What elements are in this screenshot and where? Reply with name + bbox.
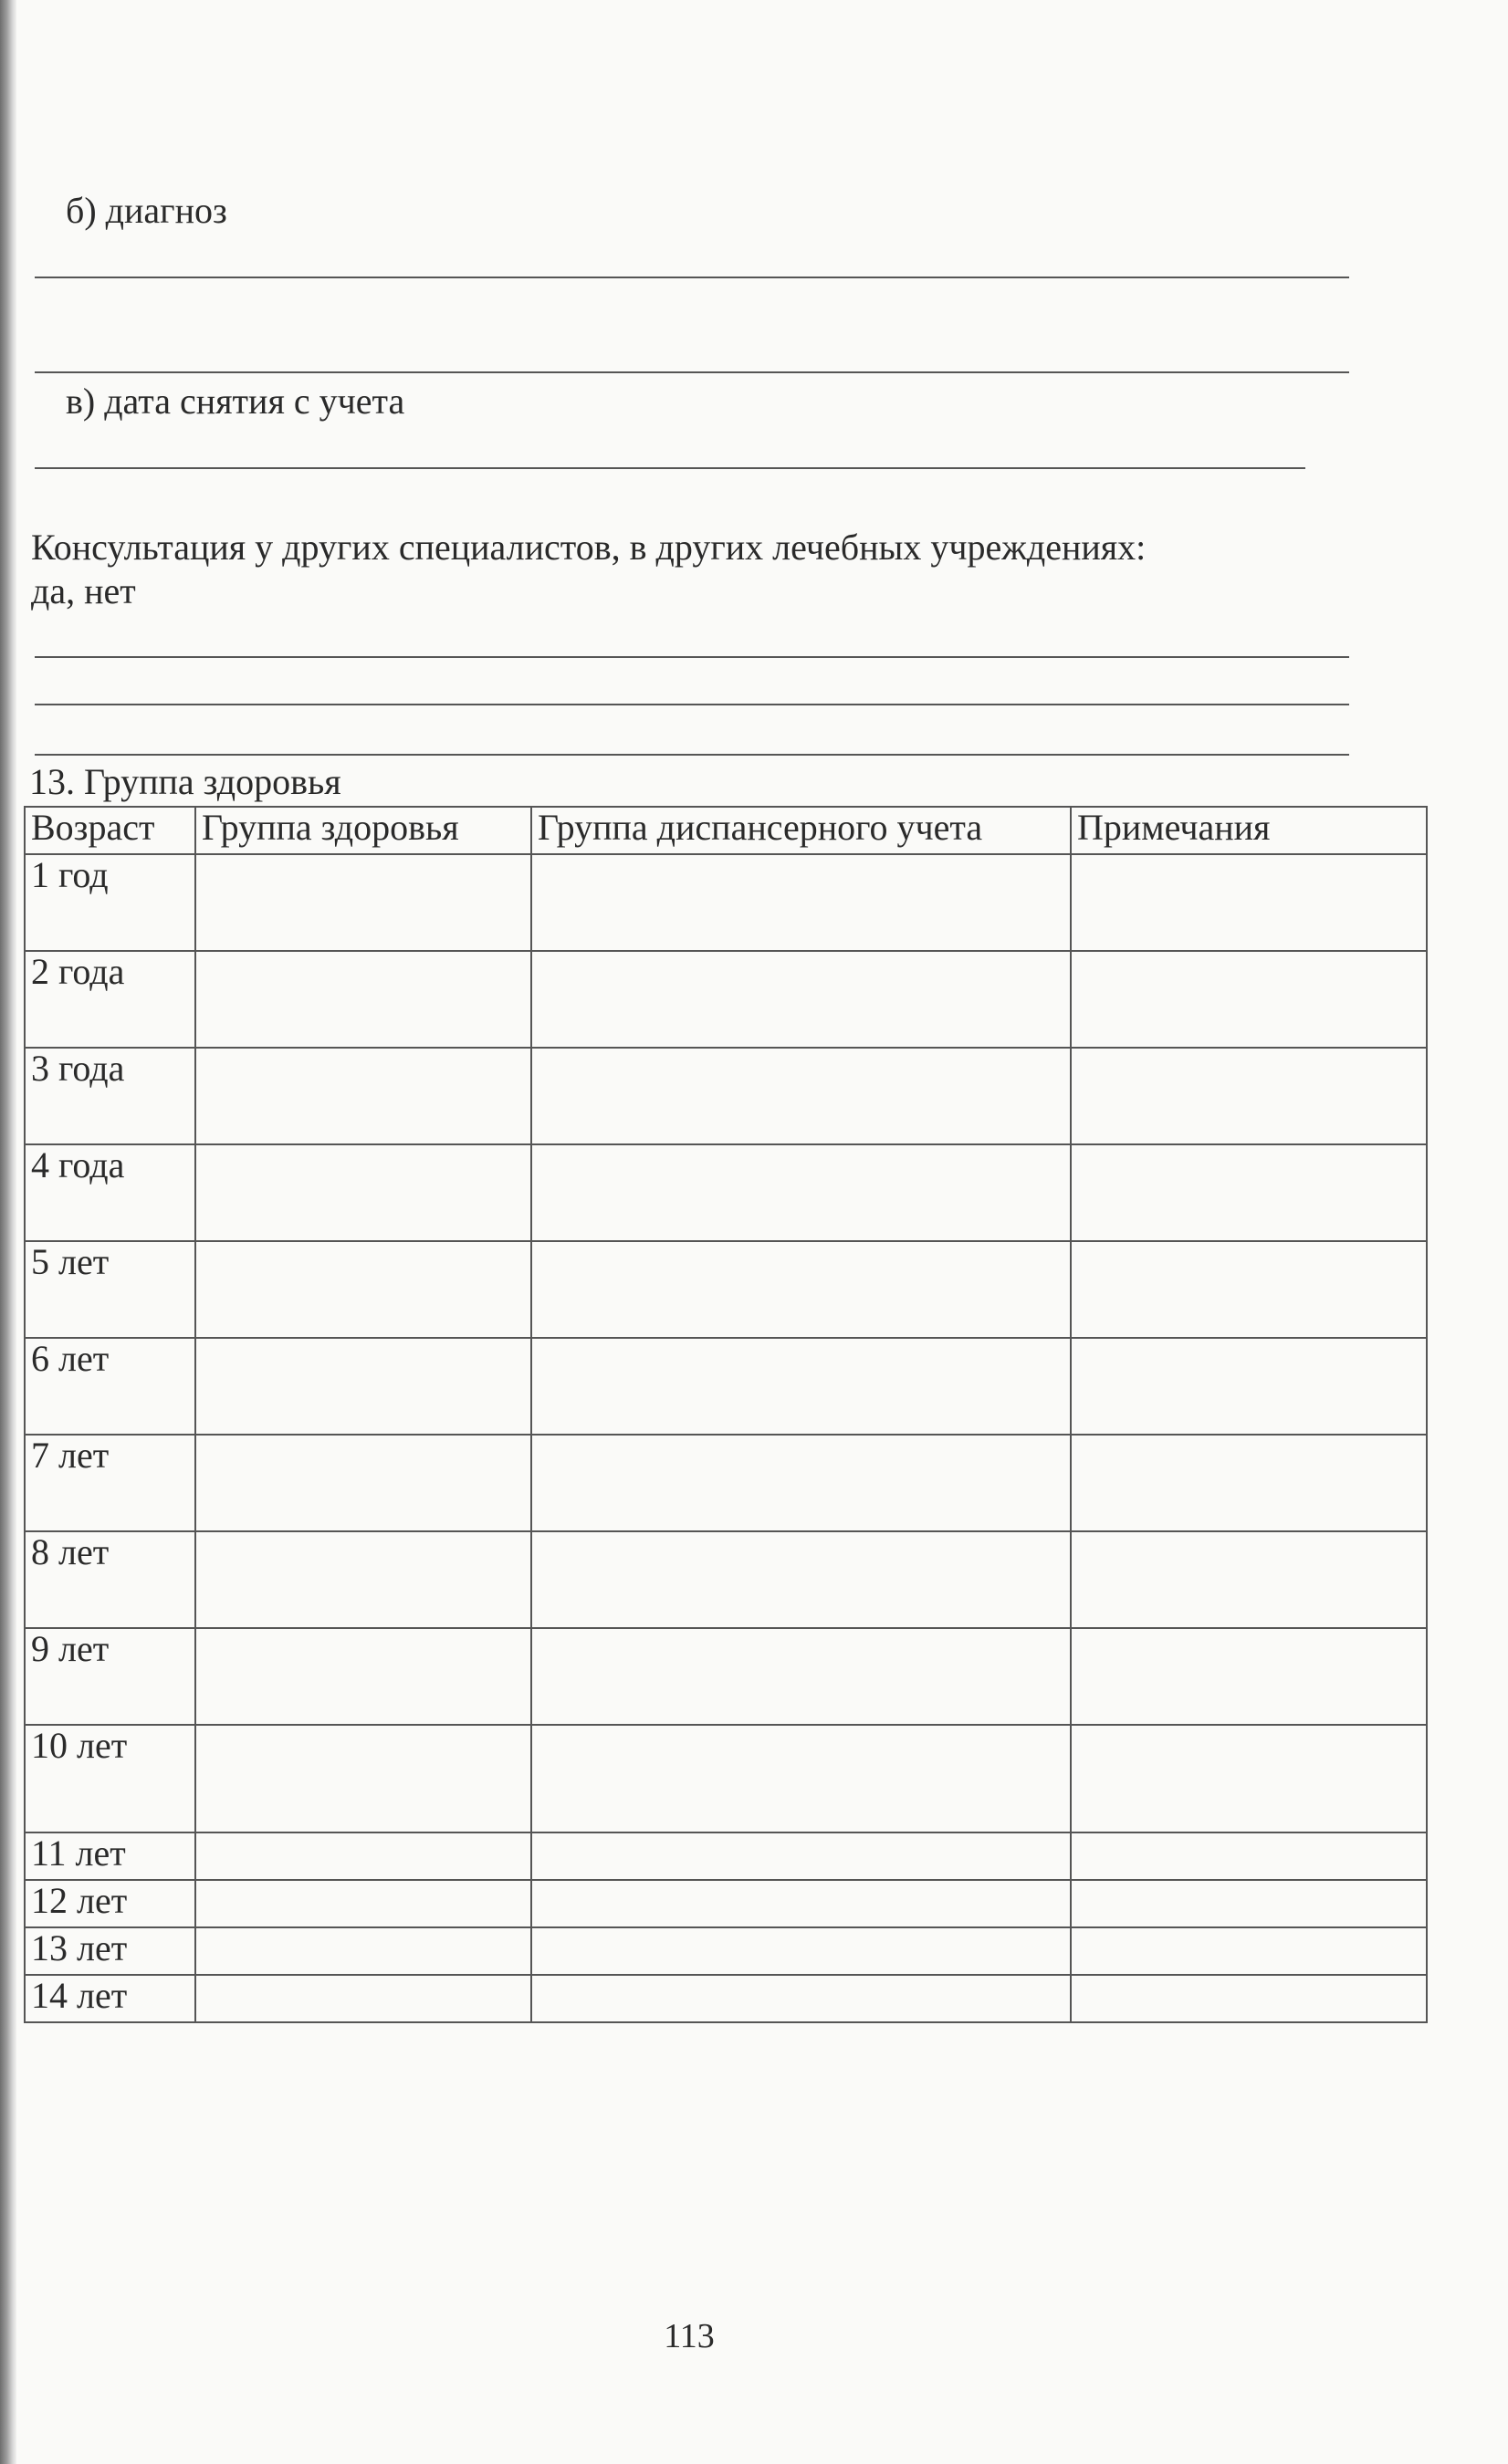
table-row: [25, 1880, 1427, 1927]
age-cell: 1 год: [25, 854, 195, 951]
column-header-health-group: Группа здоровья: [195, 807, 531, 854]
notes-cell[interactable]: [1071, 1435, 1427, 1531]
page-number: 113: [664, 2317, 715, 2355]
consultation-line-1[interactable]: [35, 656, 1349, 658]
age-cell: 10 лет: [25, 1725, 195, 1832]
dispensary-group-cell[interactable]: [531, 1531, 1071, 1628]
health-group-cell[interactable]: [195, 1927, 531, 1975]
notes-cell[interactable]: [1071, 1338, 1427, 1435]
diagnosis-line-1[interactable]: [35, 277, 1349, 278]
table-row: [25, 951, 1427, 1048]
table-header-row: [25, 807, 1427, 854]
table-row: [25, 1241, 1427, 1338]
table-row: [25, 1048, 1427, 1144]
notes-cell[interactable]: [1071, 1927, 1427, 1975]
consultation-line-3[interactable]: [35, 754, 1349, 756]
notes-cell[interactable]: [1071, 1628, 1427, 1725]
table-row: [25, 1435, 1427, 1531]
dispensary-group-cell[interactable]: [531, 1241, 1071, 1338]
health-group-cell[interactable]: [195, 1725, 531, 1832]
health-group-cell[interactable]: [195, 1144, 531, 1241]
table-row: [25, 1832, 1427, 1880]
consultation-options: да, нет: [31, 570, 136, 611]
dispensary-group-cell[interactable]: [531, 1725, 1071, 1832]
age-cell: 5 лет: [25, 1241, 195, 1338]
dispensary-group-cell[interactable]: [531, 1832, 1071, 1880]
age-cell: 9 лет: [25, 1628, 195, 1725]
health-group-table: [24, 806, 1428, 2023]
notes-cell[interactable]: [1071, 1725, 1427, 1832]
table-row: [25, 1975, 1427, 2022]
health-group-cell[interactable]: [195, 1241, 531, 1338]
health-group-cell[interactable]: [195, 1338, 531, 1435]
deregistration-date-label: в) дата снятия с учета: [66, 381, 405, 422]
column-header-dispensary-group: Группа диспансерного учета: [531, 807, 1071, 854]
health-group-cell[interactable]: [195, 951, 531, 1048]
dispensary-group-cell[interactable]: [531, 1144, 1071, 1241]
notes-cell[interactable]: [1071, 854, 1427, 951]
age-cell: 11 лет: [25, 1832, 195, 1880]
diagnosis-line-2[interactable]: [35, 371, 1349, 373]
age-cell: 7 лет: [25, 1435, 195, 1531]
age-cell: 13 лет: [25, 1927, 195, 1975]
age-cell: 12 лет: [25, 1880, 195, 1927]
table-row: [25, 1725, 1427, 1832]
dispensary-group-cell[interactable]: [531, 1628, 1071, 1725]
dispensary-group-cell[interactable]: [531, 1048, 1071, 1144]
deregistration-date-line[interactable]: [35, 467, 1305, 469]
health-group-cell[interactable]: [195, 1832, 531, 1880]
age-cell: 8 лет: [25, 1531, 195, 1628]
health-group-cell[interactable]: [195, 1880, 531, 1927]
notes-cell[interactable]: [1071, 951, 1427, 1048]
table-row: [25, 1927, 1427, 1975]
notes-cell[interactable]: [1071, 1880, 1427, 1927]
health-group-cell[interactable]: [195, 1628, 531, 1725]
age-cell: 4 года: [25, 1144, 195, 1241]
health-group-cell[interactable]: [195, 1975, 531, 2022]
notes-cell[interactable]: [1071, 1832, 1427, 1880]
column-header-notes: Примечания: [1071, 807, 1427, 854]
dispensary-group-cell[interactable]: [531, 854, 1071, 951]
table-row: [25, 1144, 1427, 1241]
health-group-cell[interactable]: [195, 1531, 531, 1628]
consultation-question: Консультация у других специалистов, в других лечебных учреждениях:: [31, 527, 1147, 568]
health-group-heading: 13. Группа здоровья: [29, 761, 341, 802]
dispensary-group-cell[interactable]: [531, 1435, 1071, 1531]
table-row: [25, 1338, 1427, 1435]
book-binding-shadow: [0, 0, 16, 2464]
notes-cell[interactable]: [1071, 1241, 1427, 1338]
age-cell: 14 лет: [25, 1975, 195, 2022]
health-group-cell[interactable]: [195, 854, 531, 951]
age-cell: 2 года: [25, 951, 195, 1048]
notes-cell[interactable]: [1071, 1531, 1427, 1628]
column-header-age: Возраст: [25, 807, 195, 854]
dispensary-group-cell[interactable]: [531, 1975, 1071, 2022]
dispensary-group-cell[interactable]: [531, 1927, 1071, 1975]
diagnosis-label: б) диагноз: [66, 190, 227, 231]
table-row: [25, 1531, 1427, 1628]
notes-cell[interactable]: [1071, 1048, 1427, 1144]
dispensary-group-cell[interactable]: [531, 951, 1071, 1048]
dispensary-group-cell[interactable]: [531, 1880, 1071, 1927]
age-cell: 6 лет: [25, 1338, 195, 1435]
table-row: [25, 1628, 1427, 1725]
dispensary-group-cell[interactable]: [531, 1338, 1071, 1435]
table-row: [25, 854, 1427, 951]
notes-cell[interactable]: [1071, 1975, 1427, 2022]
age-cell: 3 года: [25, 1048, 195, 1144]
notes-cell[interactable]: [1071, 1144, 1427, 1241]
health-group-cell[interactable]: [195, 1435, 531, 1531]
health-group-cell[interactable]: [195, 1048, 531, 1144]
consultation-line-2[interactable]: [35, 704, 1349, 705]
